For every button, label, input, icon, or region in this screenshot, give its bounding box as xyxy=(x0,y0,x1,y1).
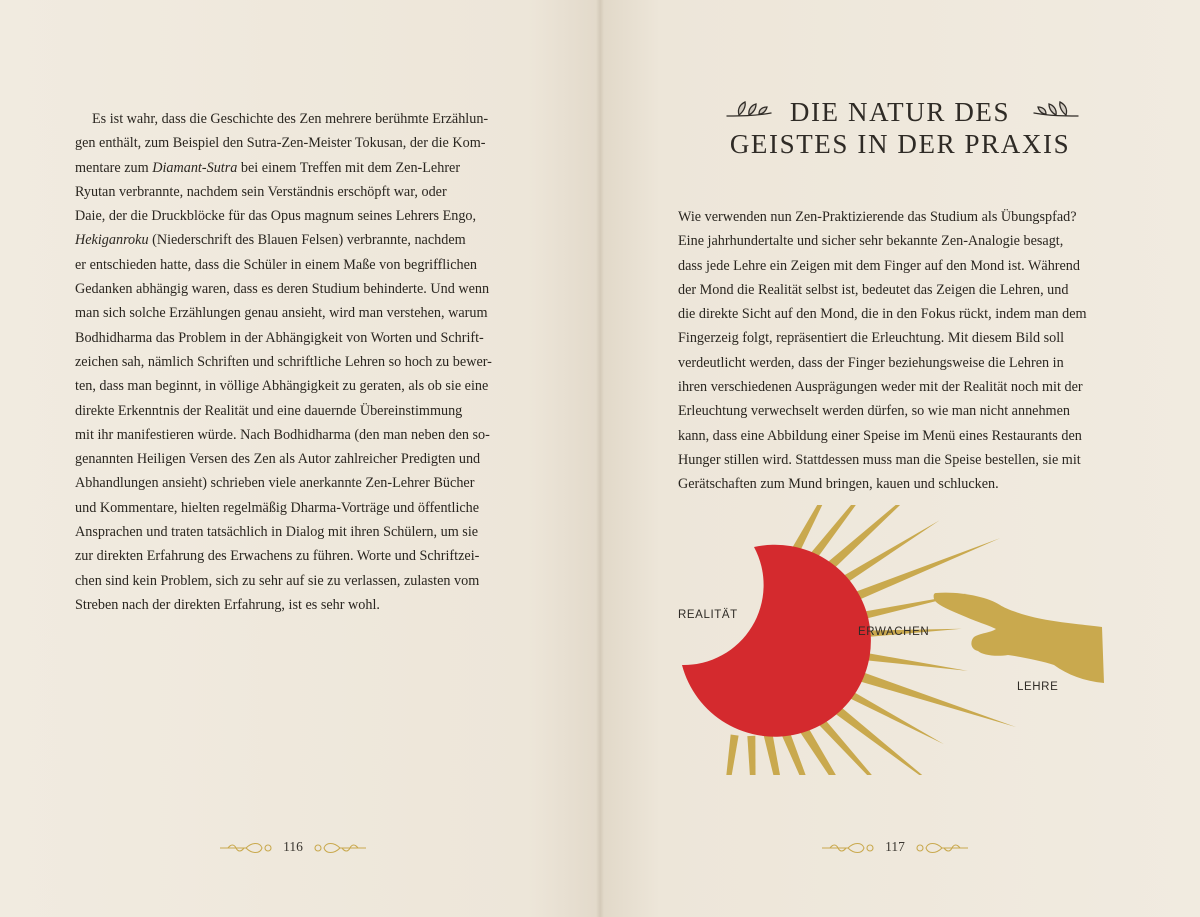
text-line: die direkte Sicht auf den Mond, die in den Fokus rückt, indem man dem xyxy=(678,306,1087,323)
folio-ornament-icon xyxy=(310,841,368,855)
text-line: ihren verschiedenen Ausprägungen weder mit der Realität noch mit der xyxy=(678,379,1083,396)
heading-line-1: DIE NATUR DES xyxy=(789,97,1011,127)
right-page xyxy=(600,0,1200,917)
sun-ray xyxy=(747,736,756,775)
text-line: direkte Erkenntnis der Realität und eine dauernde Übereinstimmung xyxy=(75,402,463,419)
text-line: man sich solche Erzählungen genau ansieht, wird man verstehen, warum xyxy=(75,305,488,322)
right-body-text xyxy=(678,205,1148,497)
text-line: genannten Heiligen Versen des Zen als Autor zahlreicher Predigten und xyxy=(75,451,481,468)
left-body-text xyxy=(75,107,530,617)
text-line: Hekiganroku (Niederschrift des Blauen Felsen) verbrannte, nachdem xyxy=(75,232,466,249)
text-line: mit ihr manifestieren würde. Nach Bodhidharma (den man neben den so- xyxy=(75,426,490,443)
text-line: zeichen sah, nämlich Schriften und schriftliche Lehren so hoch zu bewer- xyxy=(75,353,492,370)
page-number-right: 117 xyxy=(885,839,905,854)
text-line: verdeutlicht werden, dass der Finger beziehungsweise die Lehren in xyxy=(678,354,1064,371)
folio-ornament-icon xyxy=(912,841,970,855)
label-erwachen: ERWACHEN xyxy=(858,626,930,638)
text-line: Gedanken abhängig waren, dass es deren Studium behinderte. Und wenn xyxy=(75,281,490,298)
text-line: Eine jahrhundertalte und sicher sehr bekannte Zen-Analogie besagt, xyxy=(678,233,1064,250)
illustration-svg xyxy=(670,505,1130,775)
left-folio xyxy=(218,838,368,858)
label-lehre: LEHRE xyxy=(1017,681,1059,693)
text-line: ten, dass man beginnt, in völlige Abhängigkeit zu geraten, als ob sie eine xyxy=(75,378,489,395)
sun-ray xyxy=(718,735,739,775)
text-line: gen enthält, zum Beispiel den Sutra-Zen-Meister Tokusan, der die Kom- xyxy=(75,135,486,152)
label-realitaet: REALITÄT xyxy=(678,609,738,621)
moon-icon xyxy=(682,545,871,737)
text-line: Ansprachen und traten tatsächlich in Dialog mit ihren Schülern, um sie xyxy=(75,524,479,541)
text-line: und Kommentare, hielten regelmäßig Dharma-Vorträge und öffentliche xyxy=(75,499,480,516)
text-line: Daie, der die Druckblöcke für das Opus magnum seines Lehrers Engo, xyxy=(75,208,477,225)
moon-finger-illustration xyxy=(670,505,1130,775)
right-folio xyxy=(820,838,970,858)
book-gutter xyxy=(596,0,604,917)
text-line: der Mond die Realität selbst ist, bedeutet das Zeigen die Lehren, und xyxy=(678,281,1069,298)
chapter-heading xyxy=(720,96,1080,160)
text-line: chen sind kein Problem, sich zu sehr auf sie zu verlassen, zulasten vom xyxy=(75,572,480,589)
text-line: mentare zum Diamant-Sutra bei einem Treffen mit dem Zen-Lehrer xyxy=(75,159,461,176)
text-line: Abhandlungen ansieht) schrieben viele anerkannte Zen-Lehrer Bücher xyxy=(75,475,475,492)
text-line: Wie verwenden nun Zen-Praktizierende das Studium als Übungspfad? xyxy=(678,209,1077,225)
text-line: Hunger stillen wird. Stattdessen muss man die Speise bestellen, sie mit xyxy=(678,451,1081,468)
heading-line-2: GEISTES IN DER PRAXIS xyxy=(729,129,1071,159)
text-line: Bodhidharma das Problem in der Abhängigkeit von Worten und Schrift- xyxy=(75,329,484,346)
text-line: er entschieden hatte, dass die Schüler in einem Maße von begrifflichen xyxy=(75,256,477,273)
text-line: zur direkten Erfahrung des Erwachens zu führen. Worte und Schriftzei- xyxy=(75,548,480,565)
text-line: Streben nach der direkten Erfahrung, ist es sehr wohl. xyxy=(75,596,380,613)
text-line: kann, dass eine Abbildung einer Speise im Menü eines Restaurants den xyxy=(678,427,1082,444)
text-line: Erleuchtung verwechselt werden dürfen, so wie man nicht annehmen xyxy=(678,403,1070,420)
text-line: Fingerzeig folgt, repräsentiert die Erleuchtung. Mit diesem Bild soll xyxy=(678,330,1065,347)
text-line: Gerätschaften zum Mund bringen, kauen und schlucken. xyxy=(678,476,999,493)
text-line: dass jede Lehre ein Zeigen mit dem Finger auf den Mond ist. Während xyxy=(678,257,1080,274)
page-number-left: 116 xyxy=(283,839,303,854)
text-line: Es ist wahr, dass die Geschichte des Zen mehrere berühmte Erzählun- xyxy=(92,111,489,127)
text-line: Ryutan verbrannte, nachdem sein Verständnis erschöpft war, oder xyxy=(75,183,447,200)
